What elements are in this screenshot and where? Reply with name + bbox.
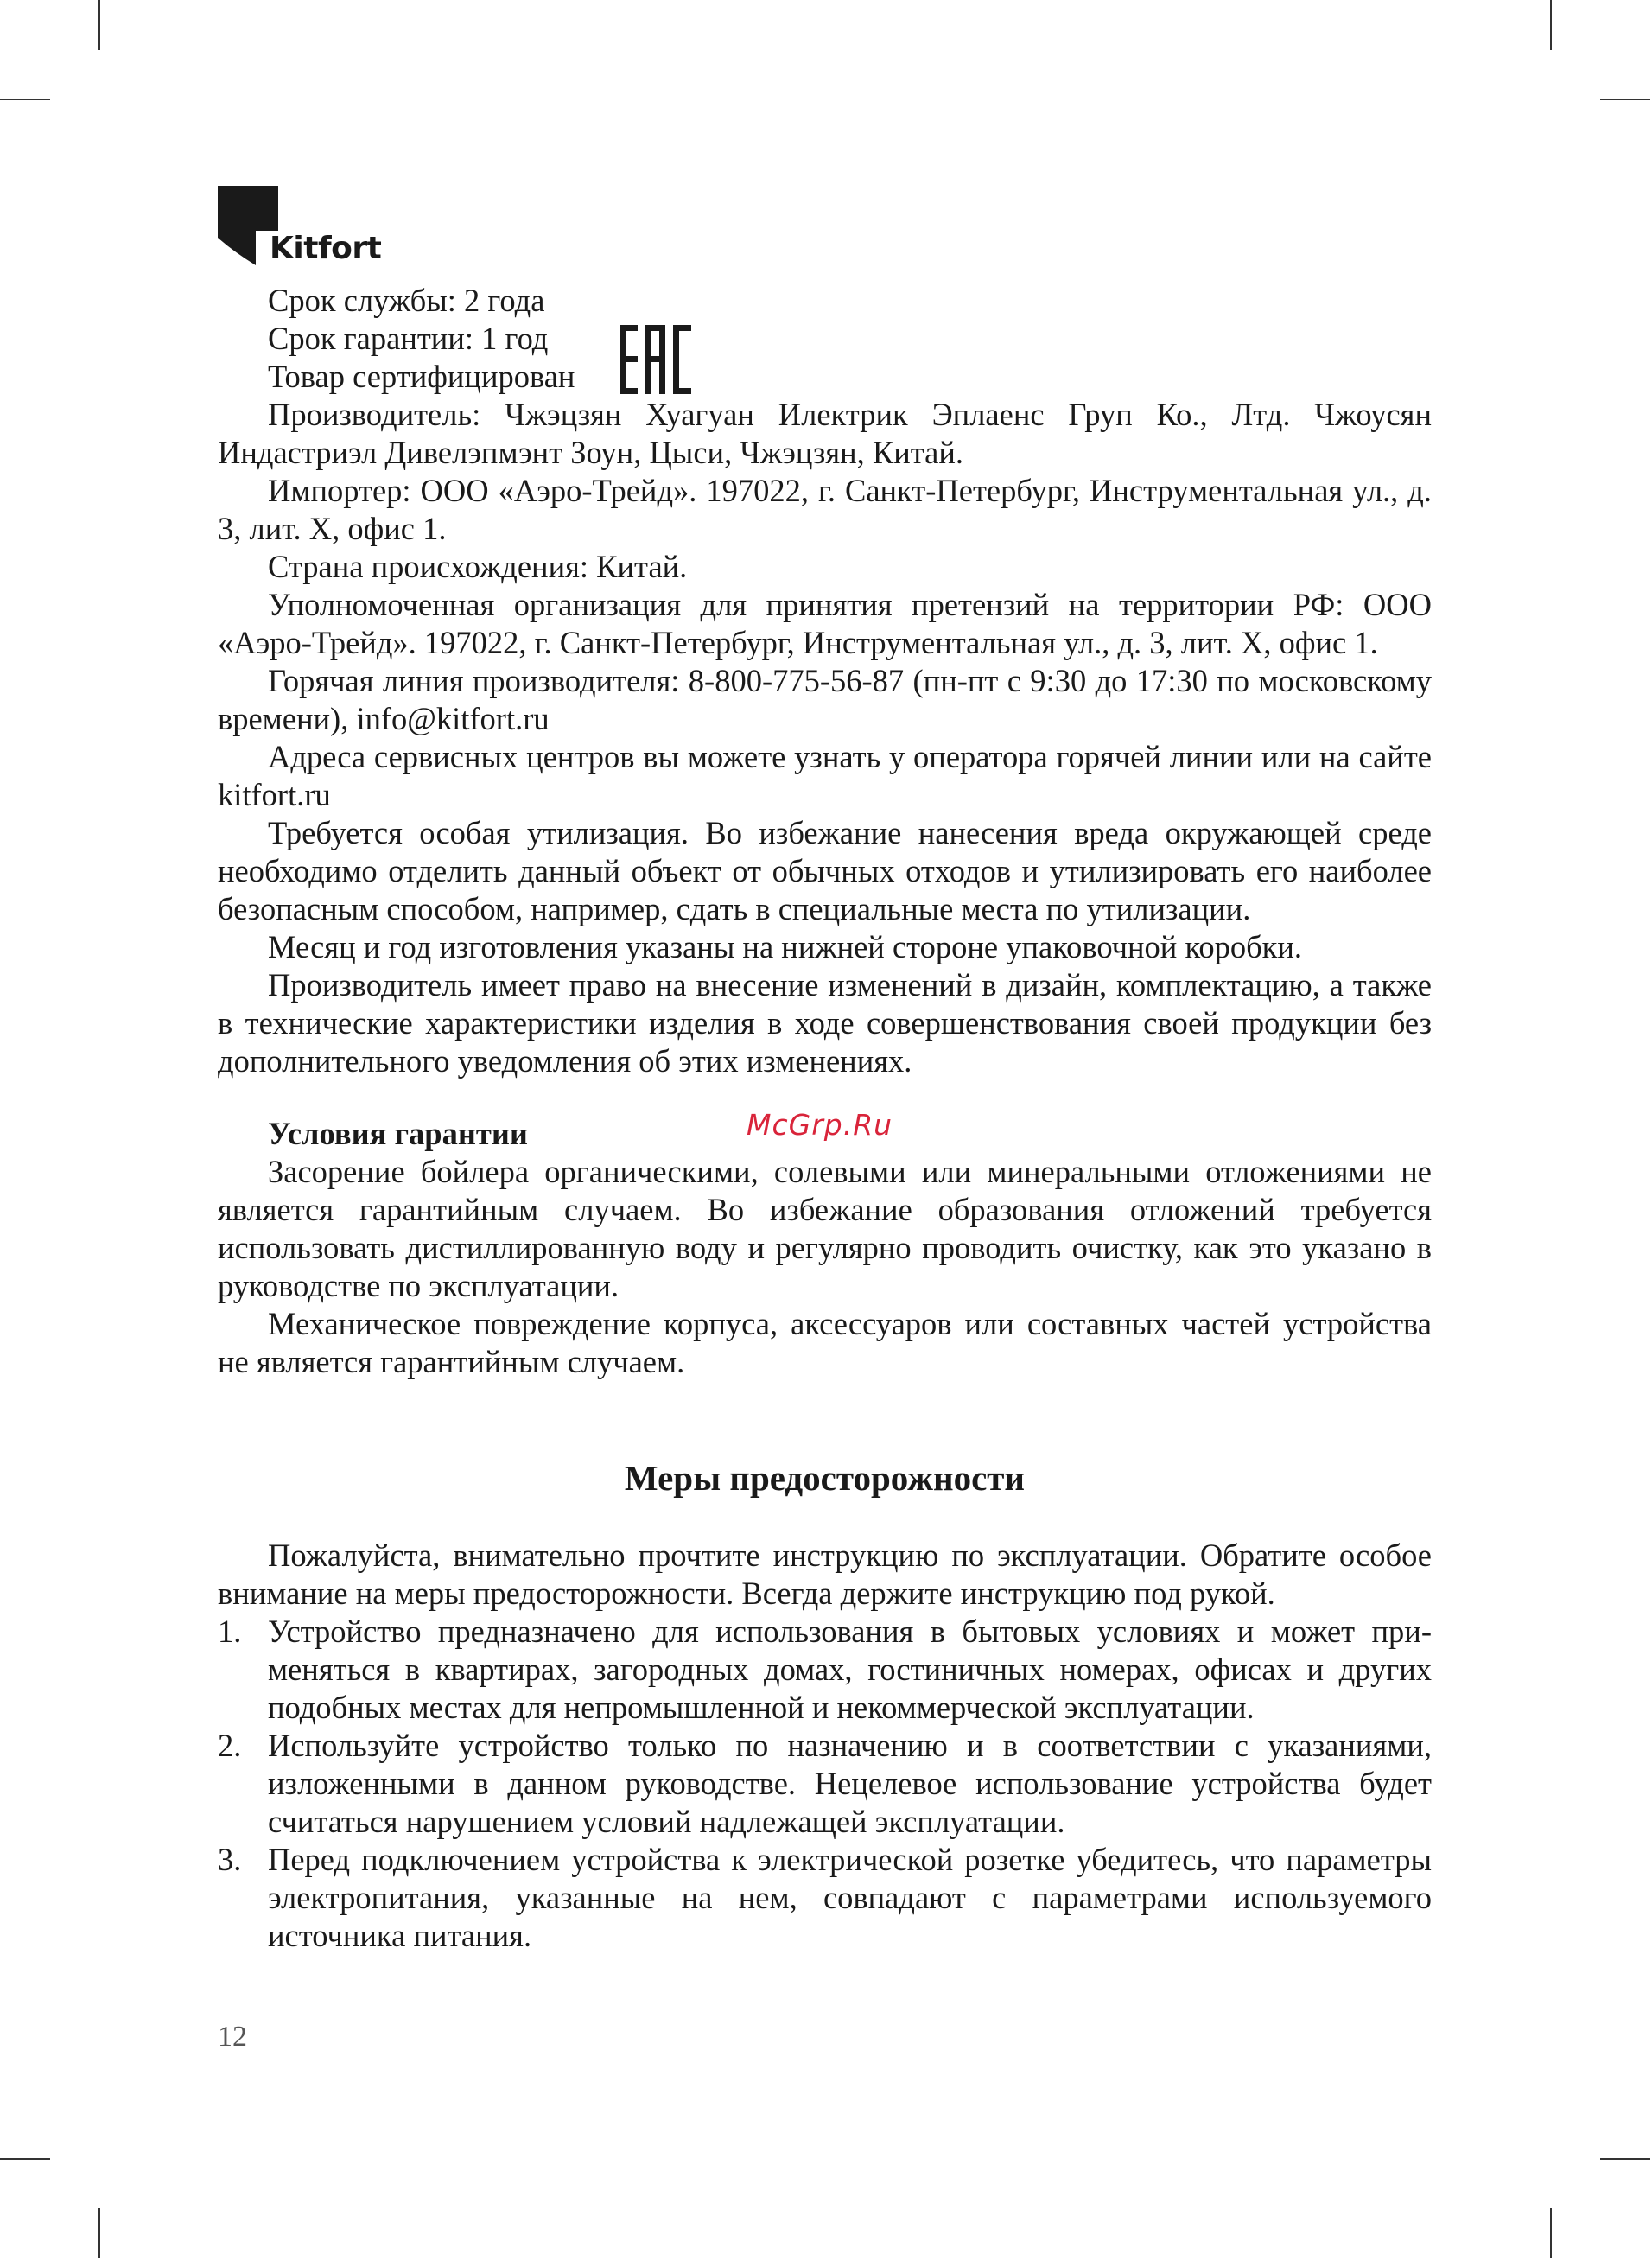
list-item-text: Используйте устройство только по назначению и в соответствии с указаниями, изложенными в данном руководстве. Нецелевое использование устройства будет считаться нарушением условий надлежащей эксплуатации. [268, 1728, 1432, 1839]
crop-mark [1550, 0, 1552, 50]
hotline-paragraph: Горячая линия производителя: 8-800-775-56-87 (пн-пт с 9:30 до 17:30 по московскому времени), info@kitfort.ru [218, 663, 1432, 736]
warranty-paragraph: Механическое повреждение корпуса, аксессуаров или составных частей устройства не является гарантийным случаем. [218, 1306, 1432, 1379]
product-info-block [218, 282, 1432, 396]
kitfort-logo [218, 186, 391, 272]
warranty-period: Срок гарантии: 1 год [268, 321, 549, 356]
list-item-number: 2. [218, 1728, 242, 1763]
page-number: 12 [218, 2021, 247, 2053]
service-centers-paragraph: Адреса сервисных центров вы можете узнать у оператора горячей линии или на сайте kitfort.ru [218, 739, 1432, 812]
disposal-paragraph: Требуется особая утилизация. Во избежание нанесения вреда окружающей среде необходимо отделить данный объект от обычных отходов и утилизировать его наиболее безопасным способом, например, сдать в специальные места по утилизации. [218, 815, 1432, 926]
changes-paragraph: Производитель имеет право на внесение изменений в дизайн, комплектацию, а также в технические характеристики изделия в ходе совершенствования своей продукции без дополнительного уведомления об этих изменениях. [218, 967, 1432, 1079]
brand-name: Kitfort [270, 231, 382, 266]
document-body [218, 282, 1432, 1955]
manufacturer-paragraph: Производитель: Чжэцзян Хуагуан Илектрик Эплаенс Груп Ко., Лтд. Чжоусян Индастриэл Дивелэпмэнт Зоун, Цыси, Чжэцзян, Китай. [218, 397, 1432, 470]
precautions-list [218, 1613, 1432, 1955]
list-item-text: Устройство предназначено для использования в бытовых условиях и может применяться в квартирах, загородных домах, гостиничных номерах, офисах и других подобных местах для непромышленной и некоммерческой эксплуатации. [268, 1614, 1432, 1725]
crop-mark [98, 2208, 100, 2258]
list-item [218, 1841, 1432, 1955]
list-item-text: Перед подключением устройства к электрической розетке убедитесь, что параметры электропитания, указанные на нем, совпадают с параметрами используемого источника питания. [268, 1842, 1432, 1953]
warranty-paragraph: Засорение бойлера органическими, солевыми или минеральными отложениями не является гарантийным случаем. Во избежание образования отложений требуется использовать дистиллированную воду и регулярно проводить очистку, как это указано в руководстве по эксплуатации. [218, 1154, 1432, 1303]
origin-paragraph: Страна происхождения: Китай. [268, 549, 688, 584]
list-item [218, 1613, 1432, 1727]
crop-mark [1600, 2158, 1650, 2160]
importer-paragraph: Импортер: ООО «Аэро-Трейд». 197022, г. Санкт-Петербург, Инструментальная ул., д. 3, лит. Х, офис 1. [218, 473, 1432, 546]
list-item-number: 3. [218, 1842, 242, 1877]
crop-mark [1600, 99, 1650, 100]
manufacture-date-paragraph: Месяц и год изготовления указаны на нижней стороне упаковочной коробки. [268, 929, 1303, 964]
precautions-intro: Пожалуйста, внимательно прочтите инструкцию по эксплуатации. Обратите особое внимание на меры предосторожности. Всегда держите инструкцию под рукой. [218, 1537, 1432, 1611]
service-life: Срок службы: 2 года [268, 283, 545, 318]
crop-mark [0, 2158, 50, 2160]
crop-mark [98, 0, 100, 50]
eac-certification-icon [620, 325, 691, 394]
crop-mark [1550, 2208, 1552, 2258]
crop-mark [0, 99, 50, 100]
warranty-title: Условия гарантии [268, 1116, 528, 1151]
watermark: McGrp.Ru [747, 1108, 893, 1142]
certified-text: Товар сертифицирован [268, 359, 575, 394]
list-item-number: 1. [218, 1614, 242, 1649]
warranty-heading-row [218, 1108, 1432, 1153]
list-item [218, 1727, 1432, 1841]
precautions-title: Меры предосторожности [624, 1458, 1026, 1498]
claims-organization-paragraph: Уполномоченная организация для принятия претензий на территории РФ: ООО «Аэро-Трейд». 197022, г. Санкт-Петербург, Инструментальная ул., д. 3, лит. Х, офис 1. [218, 587, 1432, 660]
